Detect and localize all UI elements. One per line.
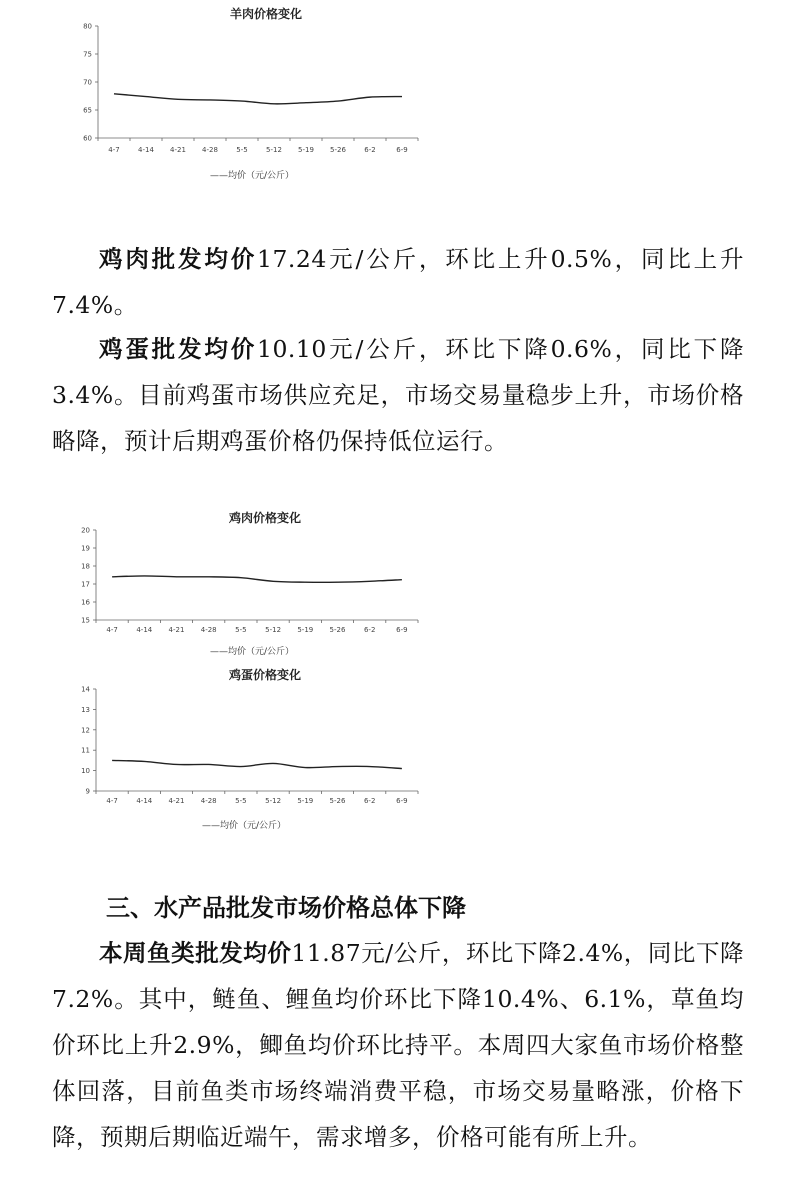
y-tick-label: 11: [81, 746, 90, 755]
x-tick-label: 5-26: [329, 626, 346, 634]
x-tick-label: 5-26: [329, 797, 346, 805]
x-tick-label: 4-14: [136, 797, 153, 805]
y-tick-label: 80: [83, 22, 92, 31]
y-tick-label: 15: [81, 616, 90, 625]
egg-label: 鸡蛋批发均价: [99, 335, 258, 363]
y-tick-label: 60: [83, 134, 92, 143]
x-tick-label: 4-28: [200, 797, 217, 805]
egg-text: 10.10元/公斤，环比下降0.6%，同比下降3.4%。目前鸡蛋市场供应充足，市场交易量稳步上升，市场价格略降，预计后期鸡蛋价格仍保持低位运行。: [52, 335, 744, 455]
x-tick-label: 6-2: [363, 797, 376, 805]
x-tick-label: 6-9: [396, 146, 408, 154]
x-tick-label: 6-2: [363, 626, 376, 634]
x-tick-label: 4-7: [108, 146, 120, 154]
series-line: [114, 94, 402, 104]
fish-label: 本周鱼类批发均价: [99, 939, 292, 967]
chart-title: 羊肉价格变化: [229, 7, 303, 21]
x-tick-label: 5-19: [297, 626, 314, 634]
x-tick-label: 5-5: [236, 146, 248, 154]
chicken-paragraph: [52, 236, 744, 328]
x-tick-label: 4-7: [106, 626, 118, 634]
x-tick-label: 4-7: [106, 797, 118, 805]
x-tick-label: 6-2: [364, 146, 376, 154]
egg-price-chart: [80, 665, 425, 835]
x-tick-label: 4-28: [200, 626, 217, 634]
chart-title: 鸡蛋价格变化: [228, 668, 302, 682]
y-tick-label: 10: [81, 767, 90, 776]
x-tick-label: 5-12: [265, 626, 282, 634]
x-tick-label: 5-12: [265, 797, 282, 805]
x-tick-label: 4-14: [138, 146, 154, 154]
x-tick-label: 4-21: [168, 797, 185, 805]
y-tick-label: 14: [81, 685, 90, 694]
section-heading: 三、水产品批发市场价格总体下降: [106, 894, 466, 922]
x-tick-label: 6-9: [396, 797, 408, 805]
chicken-chart-svg: [80, 508, 425, 660]
chart-legend: ——均价（元/公斤）: [210, 171, 295, 181]
x-tick-label: 5-5: [235, 797, 247, 805]
y-tick-label: 70: [83, 78, 92, 87]
y-tick-label: 20: [81, 526, 90, 535]
chart-legend: ——均价（元/公斤）: [210, 647, 295, 657]
x-tick-label: 5-19: [298, 146, 314, 154]
egg-paragraph: [52, 326, 744, 464]
x-tick-label: 4-21: [168, 626, 185, 634]
chicken-label: 鸡肉批发均价: [99, 245, 258, 273]
x-tick-label: 4-28: [202, 146, 218, 154]
y-tick-label: 9: [85, 787, 90, 796]
y-tick-label: 12: [81, 726, 90, 735]
y-tick-label: 75: [83, 50, 92, 59]
y-tick-label: 18: [81, 562, 90, 571]
x-tick-label: 5-26: [330, 146, 346, 154]
x-tick-label: 6-9: [396, 626, 408, 634]
x-tick-label: 5-19: [297, 797, 314, 805]
x-tick-label: 5-12: [266, 146, 282, 154]
y-tick-label: 19: [81, 544, 90, 553]
fish-paragraph: [52, 930, 744, 1160]
y-tick-label: 16: [81, 598, 90, 607]
x-tick-label: 4-14: [136, 626, 153, 634]
x-tick-label: 5-5: [235, 626, 247, 634]
chicken-text: 17.24元/公斤，环比上升0.5%，同比上升7.4%。: [52, 245, 744, 319]
x-tick-label: 4-21: [170, 146, 186, 154]
y-tick-label: 13: [81, 705, 90, 714]
fish-text: 11.87元/公斤，环比下降2.4%，同比下降7.2%。其中，鲢鱼、鲤鱼均价环比下降10.4%、6.1%，草鱼均价环比上升2.9%，鲫鱼均价环比持平。本周四大家鱼市场价格整体回落，目前鱼类市场终端消费平稳，市场交易量略涨，价格下降，预期后期临近端午，需求增多，价格可能有所上升。: [52, 939, 744, 1151]
series-line: [112, 576, 402, 582]
chart-title: 鸡肉价格变化: [228, 511, 302, 525]
mutton-chart-svg: [80, 0, 425, 190]
series-line: [112, 760, 402, 768]
mutton-price-chart: [80, 0, 425, 190]
y-tick-label: 65: [83, 106, 92, 115]
chart-legend: ——均价（元/公斤）: [202, 821, 287, 831]
egg-chart-svg: [80, 665, 425, 835]
chicken-price-chart: [80, 508, 425, 660]
y-tick-label: 17: [81, 580, 90, 589]
